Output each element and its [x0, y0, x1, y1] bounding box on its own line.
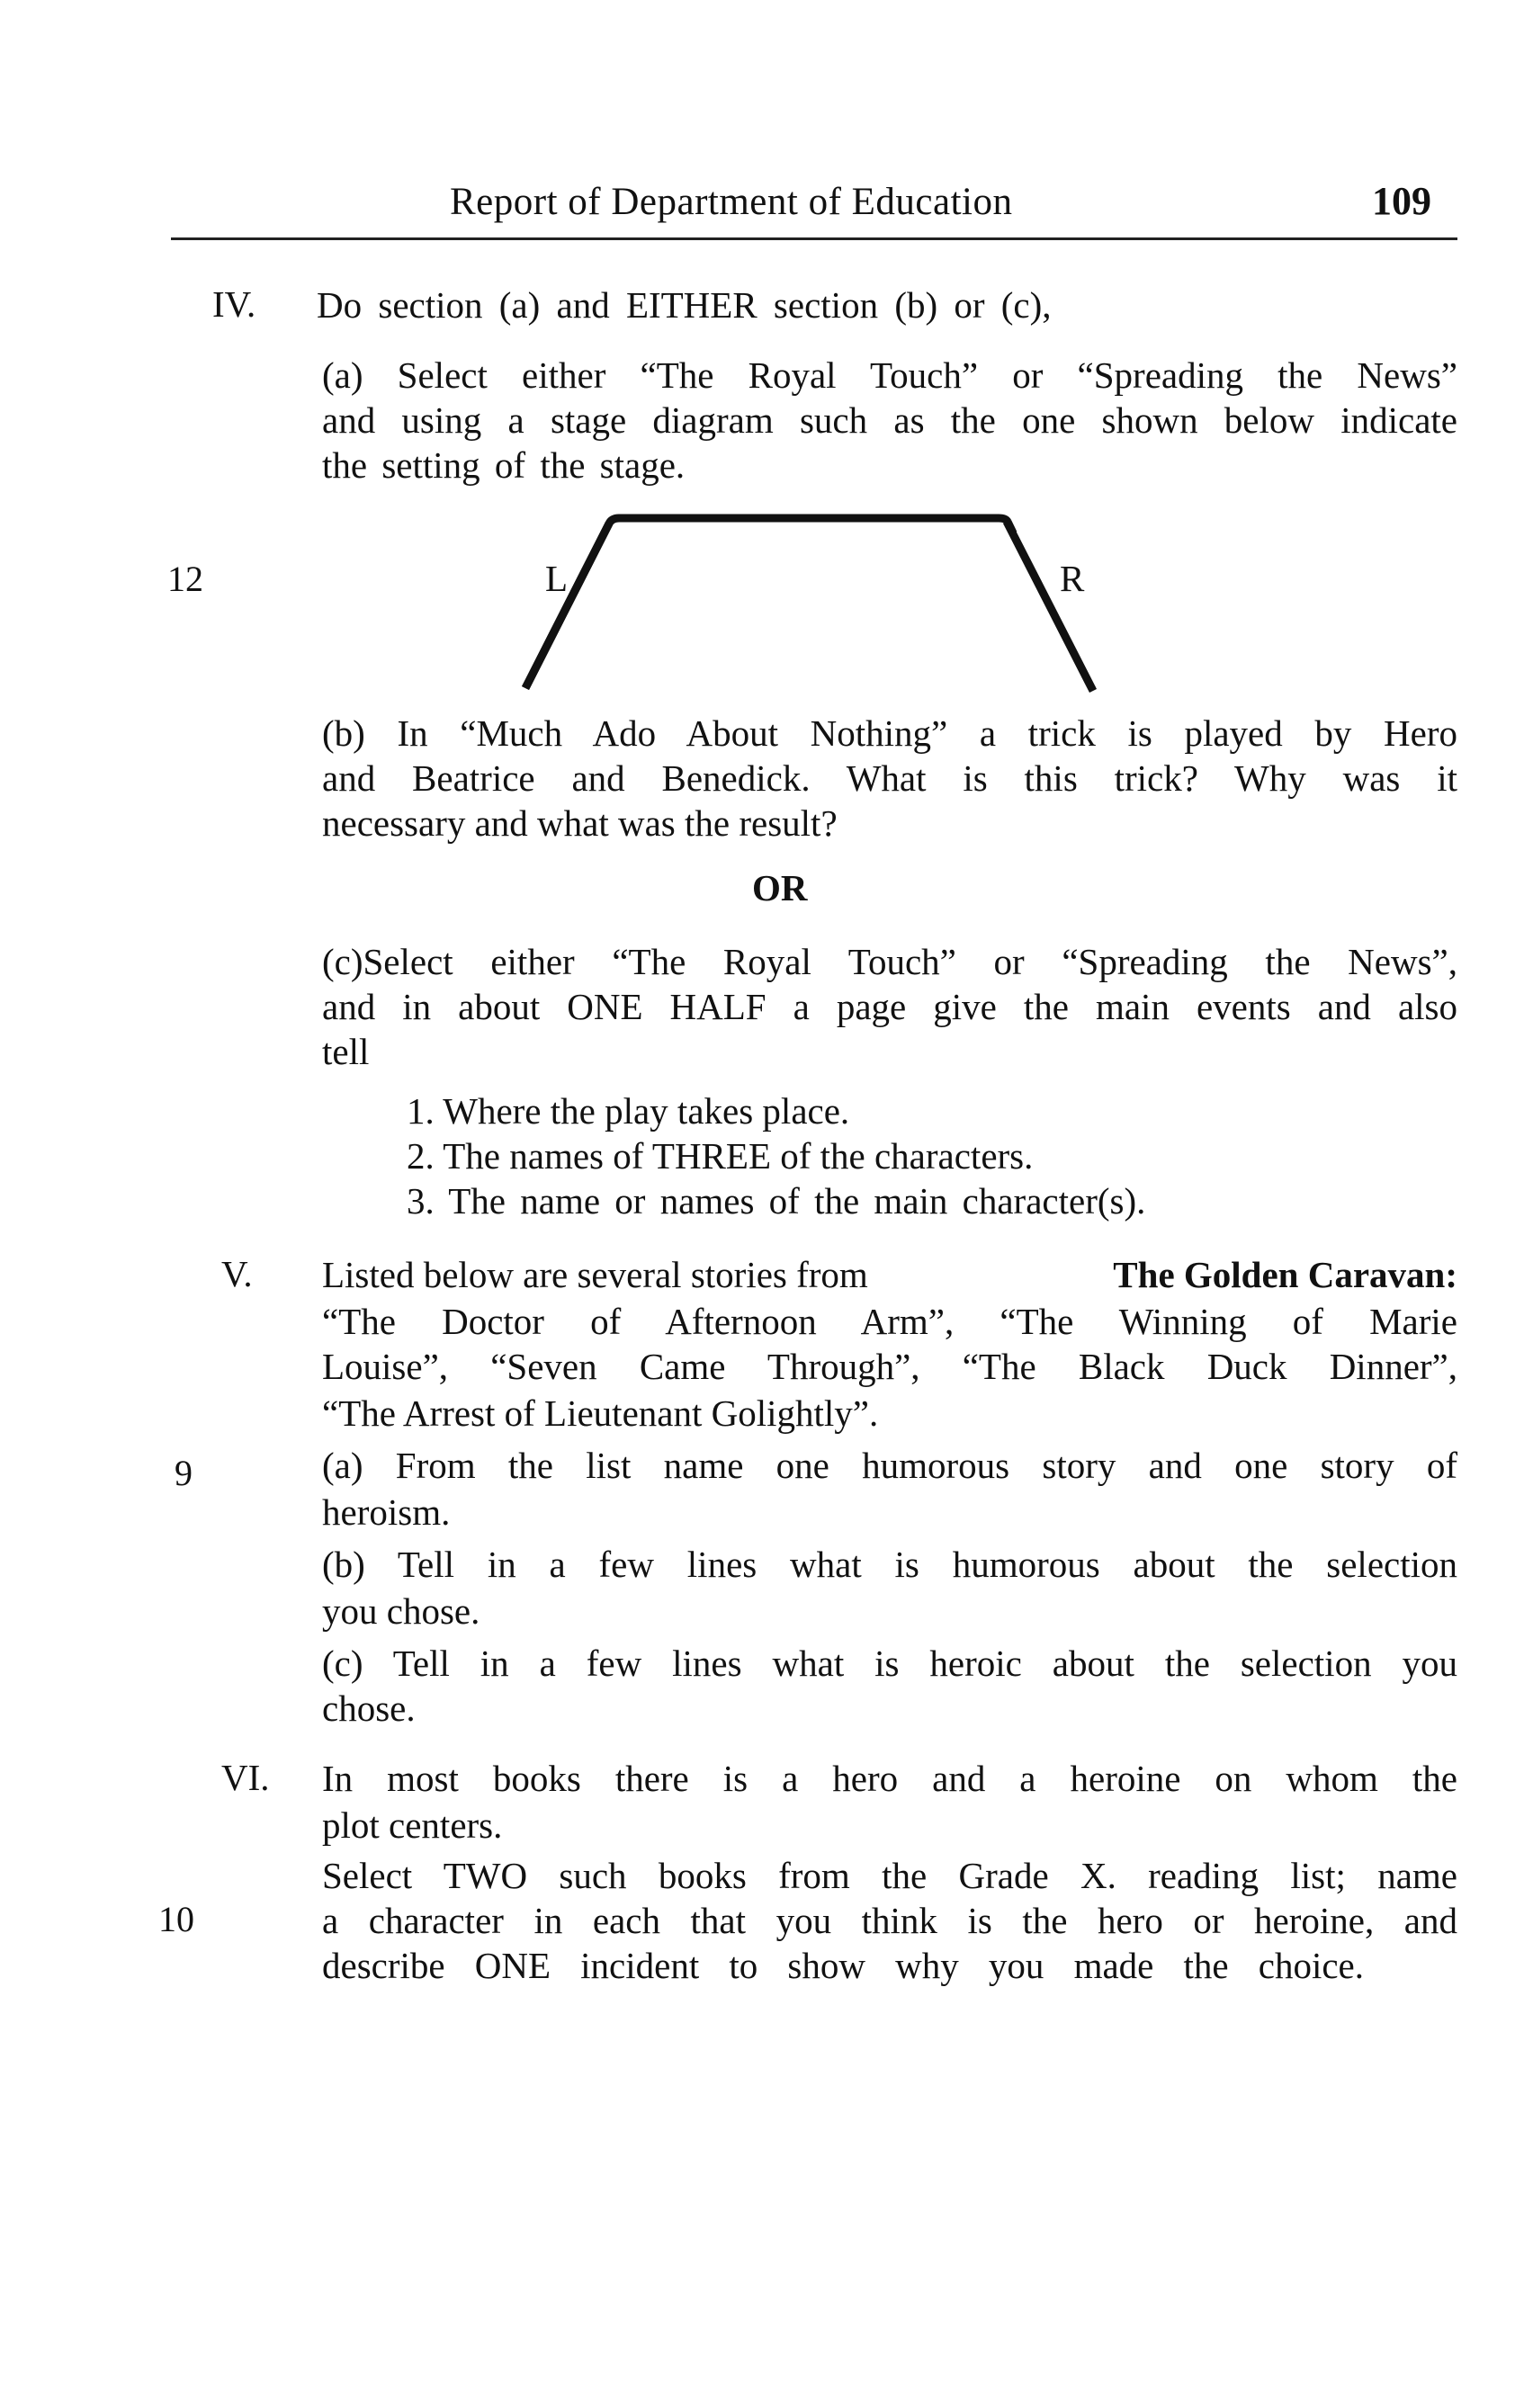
- section-v-part-b-line-1: (b) Tell in a few lines what is humorous about the selection: [322, 1544, 1457, 1585]
- section-iv-part-c-item-1: 1. Where the play takes place.: [407, 1090, 850, 1132]
- section-iv-numeral: IV.: [212, 283, 256, 325]
- section-iv-part-b-line-2: and Beatrice and Benedick. What is this trick? Why was it: [322, 757, 1457, 799]
- book-title: The Golden Caravan:: [1113, 1254, 1457, 1295]
- section-v-part-a-line-1: (a) From the list name one humorous story and one story of: [322, 1445, 1457, 1486]
- section-v-intro-line-4: “The Arrest of Lieutenant Golightly”.: [322, 1392, 879, 1434]
- section-iv-part-b-line-3: necessary and what was the result?: [322, 802, 838, 844]
- header-rule: [171, 237, 1457, 240]
- stage-diagram: [513, 504, 1017, 693]
- section-vi-line-1: In most books there is a hero and a heroine on whom the: [322, 1758, 1457, 1799]
- section-v-part-a-line-2: heroism.: [322, 1491, 451, 1533]
- page-header-title: Report of Department of Education: [450, 181, 1013, 223]
- page-number: 109: [1372, 179, 1431, 223]
- section-vi-line-3: Select TWO such books from the Grade X. reading list; name: [322, 1855, 1457, 1896]
- section-iv-part-a-line-3: the setting of the stage.: [322, 444, 686, 486]
- section-iv-part-a-line-2: and using a stage diagram such as the one shown below indicate: [322, 399, 1457, 441]
- section-iv-part-a-line-1: (a) Select either “The Royal Touch” or “Spreading the News”: [322, 354, 1457, 396]
- section-iv-part-c-item-2: 2. The names of THREE of the characters.: [407, 1135, 1034, 1177]
- section-iv-part-b-line-1: (b) In “Much Ado About Nothing” a trick is played by Hero: [322, 712, 1457, 754]
- section-iv-part-c-item-3: 3. The name or names of the main character(s).: [407, 1180, 1146, 1222]
- section-v-part-c-line-1: (c) Tell in a few lines what is heroic about the selection you: [322, 1643, 1457, 1684]
- or-divider: OR: [752, 867, 808, 909]
- stage-right-wing-line: [1007, 522, 1093, 691]
- section-iv-part-c-line-1: (c)Select either “The Royal Touch” or “Spreading the News”,: [322, 941, 1457, 982]
- section-vi-line-5: describe ONE incident to show why you made the choice.: [322, 1945, 1364, 1986]
- section-v-intro-line-1: [322, 1252, 1457, 1298]
- stage-label-left: L: [545, 558, 569, 599]
- section-v-numeral: V.: [221, 1253, 253, 1294]
- margin-mark-section-vi: 10: [158, 1899, 194, 1939]
- section-iv-part-c-line-2: and in about ONE HALF a page give the main events and also: [322, 986, 1457, 1027]
- section-iv-instruction: Do section (a) and EITHER section (b) or (c),: [317, 284, 1052, 326]
- stage-label-right: R: [1060, 558, 1085, 599]
- section-v-part-b-line-2: you chose.: [322, 1590, 480, 1632]
- stage-left-wing-line: [525, 524, 609, 688]
- section-v-intro-text: Listed below are several stories from: [322, 1254, 868, 1295]
- section-vi-numeral: VI.: [221, 1757, 270, 1798]
- section-iv-part-c-line-3: tell: [322, 1031, 370, 1072]
- section-v-intro-line-2: “The Doctor of Afternoon Arm”, “The Winning of Marie: [322, 1301, 1457, 1342]
- margin-mark-section-iv: 12: [167, 559, 203, 599]
- section-vi-line-2: plot centers.: [322, 1804, 503, 1846]
- margin-mark-section-v: 9: [175, 1453, 193, 1493]
- stage-diagram-right-wing: [1003, 518, 1102, 698]
- section-v-part-c-line-2: chose.: [322, 1687, 416, 1729]
- section-vi-line-4: a character in each that you think is the hero or heroine, and: [322, 1900, 1457, 1941]
- section-v-intro-line-3: Louise”, “Seven Came Through”, “The Black Duck Dinner”,: [322, 1346, 1457, 1387]
